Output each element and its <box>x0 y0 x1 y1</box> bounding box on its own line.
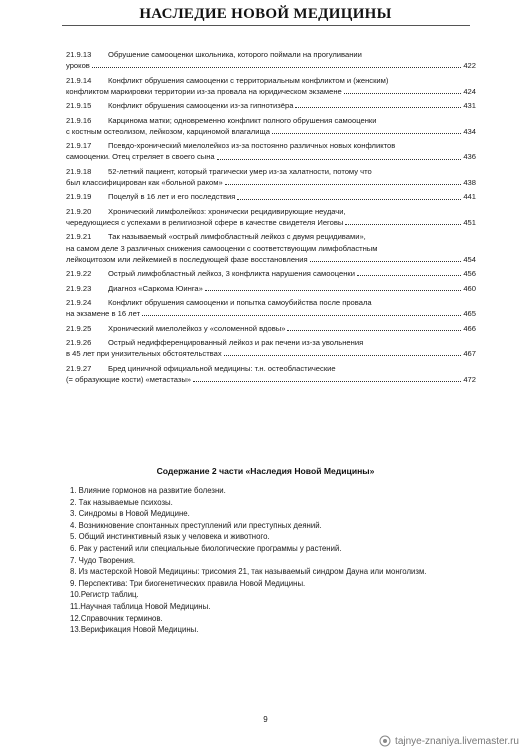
toc-entry-page: 454 <box>463 254 476 264</box>
toc-entry-title: Хронический лимфолейкоз: хронически рецидивирующие неудачи, <box>108 206 346 216</box>
toc-entry-page: 451 <box>463 217 476 227</box>
toc-entry-line <box>66 151 476 162</box>
toc-entry <box>66 231 476 265</box>
toc-entry-title: Острый недифференцированный лейкоз и рак печени из-за увольнения <box>108 337 364 347</box>
toc-dot-leader <box>295 107 461 108</box>
toc-dot-leader <box>142 315 461 316</box>
toc-entry-page: 434 <box>463 126 476 136</box>
toc-dot-leader <box>217 159 462 160</box>
toc-entry <box>66 115 476 137</box>
toc-entry-line <box>66 323 476 334</box>
header-rule <box>62 25 470 26</box>
toc-entry-line <box>66 115 476 126</box>
toc-entry-title: лейкоцитозом или лейкемией в последующей фазе восстановления <box>66 254 308 264</box>
toc-entry-title: Псевдо-хронический миелолейкоз из-за постоянно различных новых конфликтов <box>108 141 396 151</box>
toc-entry-title: Конфликт обрушения самооценки и попытка самоубийства после провала <box>108 297 372 307</box>
toc-entry-page: 472 <box>463 374 476 384</box>
part2-list-item: 8. Из мастерской Новой Медицины: трисомия 21, так называемый синдром Дауна или монголизм. <box>70 567 427 577</box>
part2-list-item: 5. Общий инстинктивный язык у человека и животного. <box>70 532 270 542</box>
table-of-contents <box>66 49 476 388</box>
toc-entry-number: 21.9.22 <box>66 269 92 279</box>
part2-list-item: 11.Научная таблица Новой Медицины. <box>70 601 211 611</box>
toc-dot-leader <box>92 67 462 68</box>
toc-entry-line <box>66 140 476 151</box>
part2-list-item: 10.Регистр таблиц. <box>70 590 139 600</box>
toc-entry-line <box>66 177 476 188</box>
toc-dot-leader <box>287 330 461 331</box>
toc-entry-title: конфликтом маркировки территории из-за провала на юридическом экзамене <box>66 86 342 96</box>
toc-entry-page: 438 <box>463 177 476 187</box>
toc-entry-number: 21.9.20 <box>66 206 92 216</box>
toc-entry-title: Так называемый «острый лимфобластный лейкоз с двумя рецидивами», <box>108 232 366 242</box>
toc-entry-title: на самом деле 3 различных снижения самооценки с соответствующим лимфобластным <box>66 243 378 253</box>
page-header-title: НАСЛЕДИЕ НОВОЙ МЕДИЦИНЫ <box>139 6 392 22</box>
toc-entry <box>66 206 476 228</box>
toc-entry-number: 21.9.25 <box>66 323 92 333</box>
toc-dot-leader <box>345 224 461 225</box>
toc-dot-leader <box>310 261 462 262</box>
toc-entry-page: 431 <box>463 101 476 111</box>
toc-entry-line <box>66 337 476 348</box>
toc-entry-line <box>66 60 476 71</box>
toc-entry-title: Хронический миелолейкоз у «соломенной вдовы» <box>108 323 286 333</box>
toc-entry-line <box>66 126 476 137</box>
toc-entry-line <box>66 75 476 86</box>
toc-entry-page: 456 <box>463 269 476 279</box>
toc-entry-line <box>66 191 476 202</box>
toc-entry-title: Конфликт обрушения самооценки с территориальным конфликтом и (женским) <box>108 75 389 85</box>
toc-dot-leader <box>205 290 461 291</box>
toc-entry-title: Поцелуй в 16 лет и его последствия <box>108 192 236 202</box>
toc-entry-line <box>66 243 476 254</box>
toc-entry-page: 422 <box>463 61 476 71</box>
toc-entry-page: 465 <box>463 309 476 319</box>
toc-dot-leader <box>224 355 462 356</box>
toc-dot-leader <box>237 199 461 200</box>
part2-list-item: 3. Синдромы в Новой Медицине. <box>70 509 190 519</box>
toc-entry-line <box>66 206 476 217</box>
toc-entry-title: самооценки. Отец стреляет в своего сына <box>66 152 215 162</box>
toc-entry-line <box>66 100 476 111</box>
toc-entry-title: чередующиеся с успехами в религиозной сфере в качестве свидетеля Иеговы <box>66 217 344 227</box>
toc-entry-number: 21.9.23 <box>66 283 92 293</box>
toc-entry <box>66 191 476 202</box>
toc-entry-number: 21.9.24 <box>66 297 92 307</box>
toc-entry-number: 21.9.21 <box>66 232 92 242</box>
part2-list-item: 4. Возникновение спонтанных преступлений или преступных деяний. <box>70 520 322 530</box>
page-number: 9 <box>263 715 268 724</box>
toc-entry-title: Обрушение самооценки школьника, которого поймали на прогуливании <box>108 50 362 59</box>
toc-entry-title: 52-летний пациент, который трагически умер из-за халатности, потому что <box>108 166 372 176</box>
toc-entry-page: 466 <box>463 323 476 333</box>
toc-entry-title: Карцинома матки; одновременно конфликт полного обрушения самооценки <box>108 115 377 125</box>
toc-entry-line <box>66 49 476 60</box>
part2-title: Содержание 2 части «Наследия Новой Медицины» <box>156 466 375 476</box>
toc-entry <box>66 140 476 162</box>
toc-entry <box>66 363 476 385</box>
toc-entry-number: 21.9.16 <box>66 115 92 125</box>
toc-entry-line <box>66 374 476 385</box>
toc-entry-line <box>66 283 476 294</box>
toc-entry-title: на экзамене в 16 лет <box>66 309 141 319</box>
part2-list-item: 2. Так называемые психозы. <box>70 497 173 507</box>
toc-entry-line <box>66 254 476 265</box>
toc-entry-line <box>66 217 476 228</box>
toc-entry <box>66 49 476 71</box>
part2-list-item: 9. Перспектива: Три биогенетических правила Новой Медицины. <box>70 578 306 588</box>
toc-entry <box>66 75 476 97</box>
toc-entry-number: 21.9.26 <box>66 337 92 347</box>
toc-entry-title: был классифицирован как «больной раком» <box>66 177 223 187</box>
toc-entry-title: Диагноз «Саркома Юинга» <box>108 283 203 293</box>
part2-list-item: 12.Справочник терминов. <box>70 613 163 623</box>
toc-entry <box>66 166 476 188</box>
toc-entry-number: 21.9.18 <box>66 166 92 176</box>
part2-list <box>70 485 490 636</box>
toc-entry-line <box>66 166 476 177</box>
toc-entry-line <box>66 348 476 359</box>
toc-entry-title: (= образующие кости) «метастазы» <box>66 374 192 384</box>
livemaster-logo-icon <box>379 735 391 747</box>
toc-entry <box>66 100 476 111</box>
toc-entry-page: 424 <box>463 86 476 96</box>
toc-entry-title: в 45 лет при унизительных обстоятельствах <box>66 349 222 359</box>
toc-entry-page: 441 <box>463 192 476 202</box>
toc-entry <box>66 268 476 279</box>
toc-entry-number: 21.9.19 <box>66 192 92 202</box>
watermark-text: tajnye-znaniya.livemaster.ru <box>395 735 519 747</box>
toc-entry-title: уроков <box>66 61 90 71</box>
toc-entry-number: 21.9.14 <box>66 75 92 85</box>
part2-list-item: 13.Верификация Новой Медицины. <box>70 625 199 635</box>
toc-dot-leader <box>225 184 462 185</box>
toc-entry-line <box>66 268 476 279</box>
toc-entry-number: 21.9.13 <box>66 50 92 59</box>
toc-entry-title: Острый лимфобластный лейкоз, 3 конфликта нарушения самооценки <box>108 269 355 279</box>
toc-entry-number: 21.9.15 <box>66 101 92 111</box>
toc-entry-page: 467 <box>463 349 476 359</box>
toc-dot-leader <box>272 133 461 134</box>
toc-entry-page: 436 <box>463 152 476 162</box>
part2-list-item: 6. Рак у растений или специальные биологические программы у растений. <box>70 543 342 553</box>
toc-entry <box>66 337 476 359</box>
toc-entry-line <box>66 231 476 242</box>
toc-entry-line <box>66 297 476 308</box>
watermark <box>379 735 519 747</box>
toc-entry <box>66 323 476 334</box>
toc-entry-number: 21.9.27 <box>66 363 92 373</box>
toc-entry <box>66 297 476 319</box>
toc-entry-line <box>66 363 476 374</box>
part2-list-item: 1. Влияние гормонов на развитие болезни. <box>70 486 226 495</box>
toc-dot-leader <box>344 93 462 94</box>
toc-entry-title: Бред циничной официальной медицины: т.н. остеобластические <box>108 363 336 373</box>
toc-entry <box>66 283 476 294</box>
toc-dot-leader <box>193 381 461 382</box>
toc-entry-title: с костным остеолизом, лейкозом, карциномой влагалища <box>66 126 270 136</box>
part2-list-item: 7. Чудо Творения. <box>70 555 136 565</box>
toc-entry-number: 21.9.17 <box>66 141 92 151</box>
toc-entry-line <box>66 86 476 97</box>
toc-entry-page: 460 <box>463 283 476 293</box>
toc-entry-title: Конфликт обрушения самооценки из-за гипнотизёра <box>108 101 294 111</box>
toc-entry-line <box>66 308 476 319</box>
toc-dot-leader <box>357 275 461 276</box>
